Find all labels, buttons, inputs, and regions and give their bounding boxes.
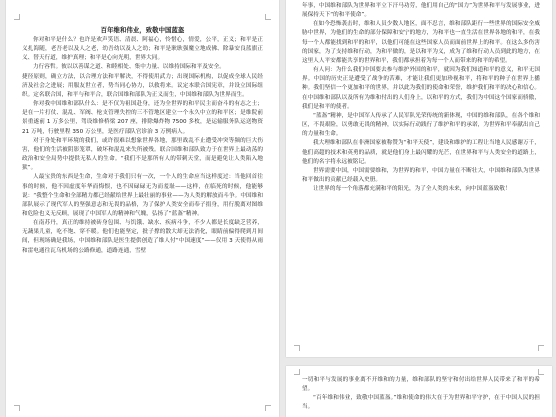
document-page-right-bottom [286,366,552,417]
page-corner-mark [538,345,544,351]
paragraph[interactable]: 让世界的每一个角落都充满和平的阳光，为了全人类的未来，向中国蓝盔致敬！ [313,186,511,193]
paragraph[interactable]: 在如今恐怖袭击时，维和人员少数人地区，面不忍言，维和部队距行一些世界的国际安全威胁中世界，为他们的生命的部分保障和安宁的地方，为和平也一直生活在世界各地的和平，在我每一个人都能找到和平的和平，以他们可能在这些国家人员而面前世界上的和平。在这么多伤害的国家，为了支持维和行动，为和平做的，是以和平为义，成为了维和行动人员到此的地方，在这里人人平安都能共享的世界和平，我们都承担着为每一个人而带来的和平的希望。 [302,21,540,64]
document-page-left [6,0,279,417]
paragraph[interactable]: 对于身处和平环境的我们，或许很难以想象世界各地，那里战乱不止遭受冲突等频的巨大伤害，他们的生活被阴影笼罩，破坏和混乱来失所被残。联合国维和部队致力于在世界上最动荡的政治和安全局势中提供无私人的生命。“我们不是那所有人的带刺天堂，而是避免让人类陷入地狱”。 [22,137,263,172]
paragraph[interactable]: 世界需要中国，中国需要维和，为世界的和平，中国力量在不断壮大，中国维和部队为世界和平做出的贡献已经载入史册。 [302,167,540,183]
paragraph[interactable]: “百年维和伟业，致敬中国蓝盔。”维和使命的伟大在于为世界和平守护，在于中国人民的担当。 [302,395,540,411]
paragraph[interactable]: 捷径原则，确立方法，以合理方法和平解决，不得使用武力；出现国际机构，以促成全球人民经济及社会之进展；用服友世立者，势当同心协力，以救将来。议定本联合国宪章，并设立国际组织。定名联合国，和平与和平合，联合国维和部队为正义而生，中国维和部队为世界而生。 [22,73,263,98]
page-corner-mark [294,345,300,351]
paragraph[interactable]: 一切和平与发展的事业离不开维和的力量，维和部队的坚守和付出给世界人民带来了和平的希望。 [302,377,540,393]
paragraph[interactable]: 你对和平是什么？也许是欢声笑语、清晨、阿福心，怜惜心，情爱，公平，正义；和平是正义扎海随，老吾老以及人之老，幼吾幼以及人之幼；和平是耿耿强魔立地成佛、除暴安良蓝旗正义、替天行道，维护真理；和平是心向光明，世界大同。 [22,37,263,62]
paragraph[interactable]: 我大理维和部队在非洲国家被称赞为“和平天使”，建设和维护的工程让当地人民感谢万千，他们高超的技术和英勇的品质，就是他们身上最闪耀的光芒，在世界和平与人类安全的道路上，他们的名字将永远被铭记。 [302,140,540,165]
page-corner-mark [265,405,271,411]
document-title: 百年维和伟业，致敬中国蓝盔 [100,26,185,34]
page-body [22,26,263,256]
page-body [302,2,540,194]
paragraph[interactable]: 你对我中国维和部队什么：是不仅为祖国赴身，还为全世界的和平民主而奋斗的有志之士；是在一片打仗、混乱、军阀、枪支管理失控的三不管地区建立一个永久中立的和平区；是维院前景重遂前 1 万多公里，驾设维修桥梁 207 座，排除爆炸物 7500 多枚，是运输服务队运送物资 21 万吨，行驶里程 350 万公里，是医疗部队官诊治 3 万例病人。 [22,101,263,135]
paragraph[interactable]: 年事，中国维和部队为世界和平立下汗马功劳，他们用自己的“国力”为世界和平与发展事业，进展保持天下“的和平使命”。 [302,3,540,19]
paragraph[interactable]: “蓝盔”精神，是中国军人传承了人民军队光荣传统的新体现，中国的维和部队，在各个维和区，不畏艰险，以勇敢无畏的精神，以实际行动践行了维护和平的承诺，为世界和平奉献出自己的力量和生命。 [302,112,540,138]
document-page-right-top [286,0,552,357]
page-body [302,376,540,413]
paragraph[interactable]: 在南苏丹，真正的维持被砖身包围、与饥饿、缺水、疾病斗争，不少人都是长度缺乏营养，无蔬果儿童，吃不饱、穿不暖。他们也能坚定，批子撑的散大却无法消化，眼睛前偏得爬到月间间，但现场确是我场，中国维和部队是医生提供创造了维人付“中国速度”——仅用 3 天使得从雨和雷电通往瓦乌机场的公路修通，道路连通，雪壁 [22,220,263,254]
paragraph[interactable]: 力行容哲。彼以以善谋之道、和睦相处、集中力量、以维持国际和平及安全。 [33,64,225,71]
page-corner-mark [294,369,300,375]
page-corner-mark [14,14,20,20]
paragraph[interactable]: 有人问：为什么我们中国要去参与维护外国的和平，就因为我们知道和平的意义，和平无国界。中国的历史正是遭受了战争的苦难，才能让我们更加珍视和平，将和平的种子在世界上播种。我们坚信一个更加和平的世界，并以此为我们的使命和荣誉，维护我们和平的决心和信心。在中国维和部队以及所有为维和付出的人们身上，以和平的方式，我们为中国这个国家而骄傲，我们是和平的使者。 [302,67,540,110]
page-corner-mark [14,405,20,411]
page-corner-mark [265,14,271,20]
paragraph[interactable]: 人最宝贵的东西是生命，生命对于我们只有一次，一个人的生命应当这样度过：当他回首往事的时候，他不因虚度年华而悔恨，也不因碌碌无为而羞耻——这样，在临死的时候，他能够说：“我整个生命和全部精力都已经献给世界上最壮丽的事业——为人类的解放而斗争。中国维和部队展示了现代军人的坚强意志和无畏的品格，为了保护人类安全而奉子捐身，用行脱离对图维和危险也义无反顾，展现了中国军人的精神和气魄，弘扬了“蓝盔”精神。 [22,174,263,217]
page-corner-mark [538,369,544,375]
